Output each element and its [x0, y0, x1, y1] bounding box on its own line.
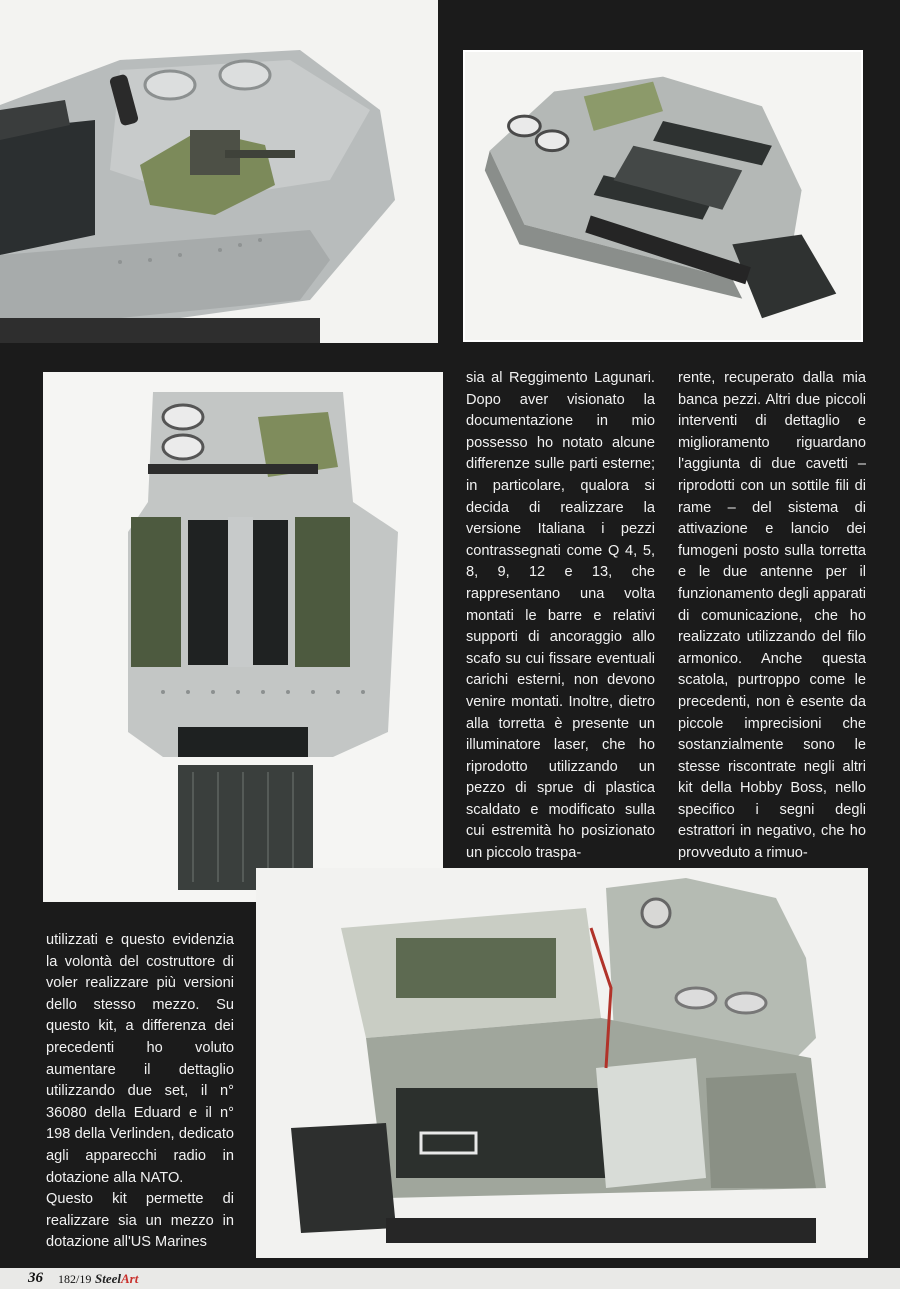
magazine-name-art: Art [121, 1271, 139, 1286]
hull-overhead-ramp-photo [43, 372, 443, 902]
paragraph-col3-first: utilizzati e questo evidenzia la volontà del costruttore di voler realizzare più versioni dello stesso mezzo. Su questo kit, a differenza dei precedenti ho voluto aumentare il dettaglio utilizzando due set, il n° 36080 della Eduard e il n° 198 della Verlinden, dedicato agli apparecchi radio in dotazione alla NATO. [46, 932, 234, 1186]
interior-open-hull-photo [256, 868, 868, 1258]
paragraph-col3-second: Questo kit permette di realizzare sia un mezzo in dotazione all'US Marines [46, 1191, 234, 1251]
hull-top-view-photo [463, 50, 863, 342]
issue-number: 182/19 [58, 1272, 92, 1286]
turret-detail-photo [0, 0, 438, 343]
text-column-3 [46, 930, 234, 1254]
magazine-logo [95, 1271, 138, 1287]
paragraph-col2: rente, recuperato dalla mia banca pezzi. Altri due piccoli interventi di dettaglio e miglioramento riguardano l'aggiunta di due cavetti – riprodotti con un sottile fili di rame – del sistema di attivazione e lancio dei fumogeni posto sulla torretta e le due antenne per il funzionamento degli apparati di comunicazione, che ho realizzato utilizzando del filo armonico. Anche questa scatola, purtroppo come le precedenti, non è esente da piccole imprecisioni che sostanzialmente sono le stesse riscontrate negli altri kit della Hobby Boss, nello specifico i segni degli estrattori in negativo, che ho provveduto a rimuo- [678, 370, 866, 862]
magazine-name-steel: Steel [95, 1271, 121, 1286]
text-column-1 [466, 368, 655, 865]
paragraph-col1: sia al Reggimento Lagunari. Dopo aver visionato la documentazione in mio possesso ho notato alcune differenze sulle parti esterne; in particolare, qualora si decida di realizzare la versione Italiana i pezzi contrassegnati come Q 4, 5, 8, 9, 12 e 13, che rappresentano una volta montati le barre e relativi supporti di ancoraggio allo scafo su cui fissare eventuali carichi esterni, non devono venire montati. Inoltre, dietro alla torretta è presente un illuminatore laser, che ho riprodotto utilizzando un pezzo di sprue di plastica scaldato e modificato sulla cui estremità ho posizionato un piccolo traspa- [466, 370, 655, 862]
page-number: 36 [28, 1270, 43, 1286]
text-column-2 [678, 368, 866, 865]
